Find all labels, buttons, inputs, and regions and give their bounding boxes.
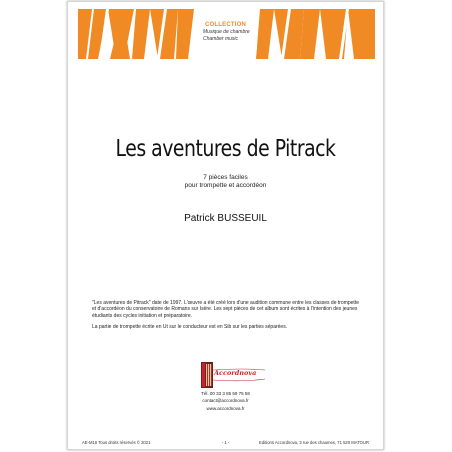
score-cover-page — [67, 1, 384, 450]
publisher-logo-text: Accordnova — [214, 369, 257, 377]
subtitle-line-1: 7 pièces faciles — [203, 174, 248, 181]
publisher-logo — [185, 360, 269, 390]
collection-title: COLLECTION — [205, 22, 246, 28]
collection-category-en: Chamber music — [203, 36, 239, 42]
description-paragraph-2: La partie de trompette écrite en Ut sur le conducteur est en Sib sur les parties séparées. — [92, 324, 288, 331]
footer-page-number: - 1 - — [221, 440, 230, 445]
collection-category-fr: Musique de chambre — [203, 29, 250, 35]
collection-label-box — [201, 20, 257, 50]
composer-name: Patrick BUSSEUIL — [184, 213, 267, 224]
footer-catalog-code: AE-M16 Tous droits réservés © 2021 — [82, 440, 151, 445]
contact-phone: Tél. 00 33 3 85 59 75 58 — [201, 391, 250, 396]
work-subtitle — [68, 174, 383, 190]
footer-publisher-address: Editions Accordnova, 3 rue des chaumes, 71 520 MATOUR — [259, 440, 369, 445]
subtitle-line-2: pour trompette et accordéon — [184, 182, 267, 189]
page-footer — [82, 440, 369, 448]
publisher-contact — [68, 390, 383, 412]
work-description — [92, 300, 362, 336]
contact-website[interactable]: www.accordnova.fr — [206, 405, 245, 411]
work-title: Les aventures de Pitrack — [115, 136, 336, 162]
contact-email[interactable]: contact@accordnova.fr — [202, 398, 249, 404]
description-paragraph-1: "Les aventures de Pitrack" date de 1997. L'œuvre a été créé lors d'une audition commune entre les classes de trompette et d'accordéon du conservatoire de Romans sur Isère. Les sept pièces de cet album sont écrites à l'intention des jeunes étudiants des cycles initiation et préparatoire. — [92, 300, 359, 319]
collection-banner — [78, 5, 375, 63]
